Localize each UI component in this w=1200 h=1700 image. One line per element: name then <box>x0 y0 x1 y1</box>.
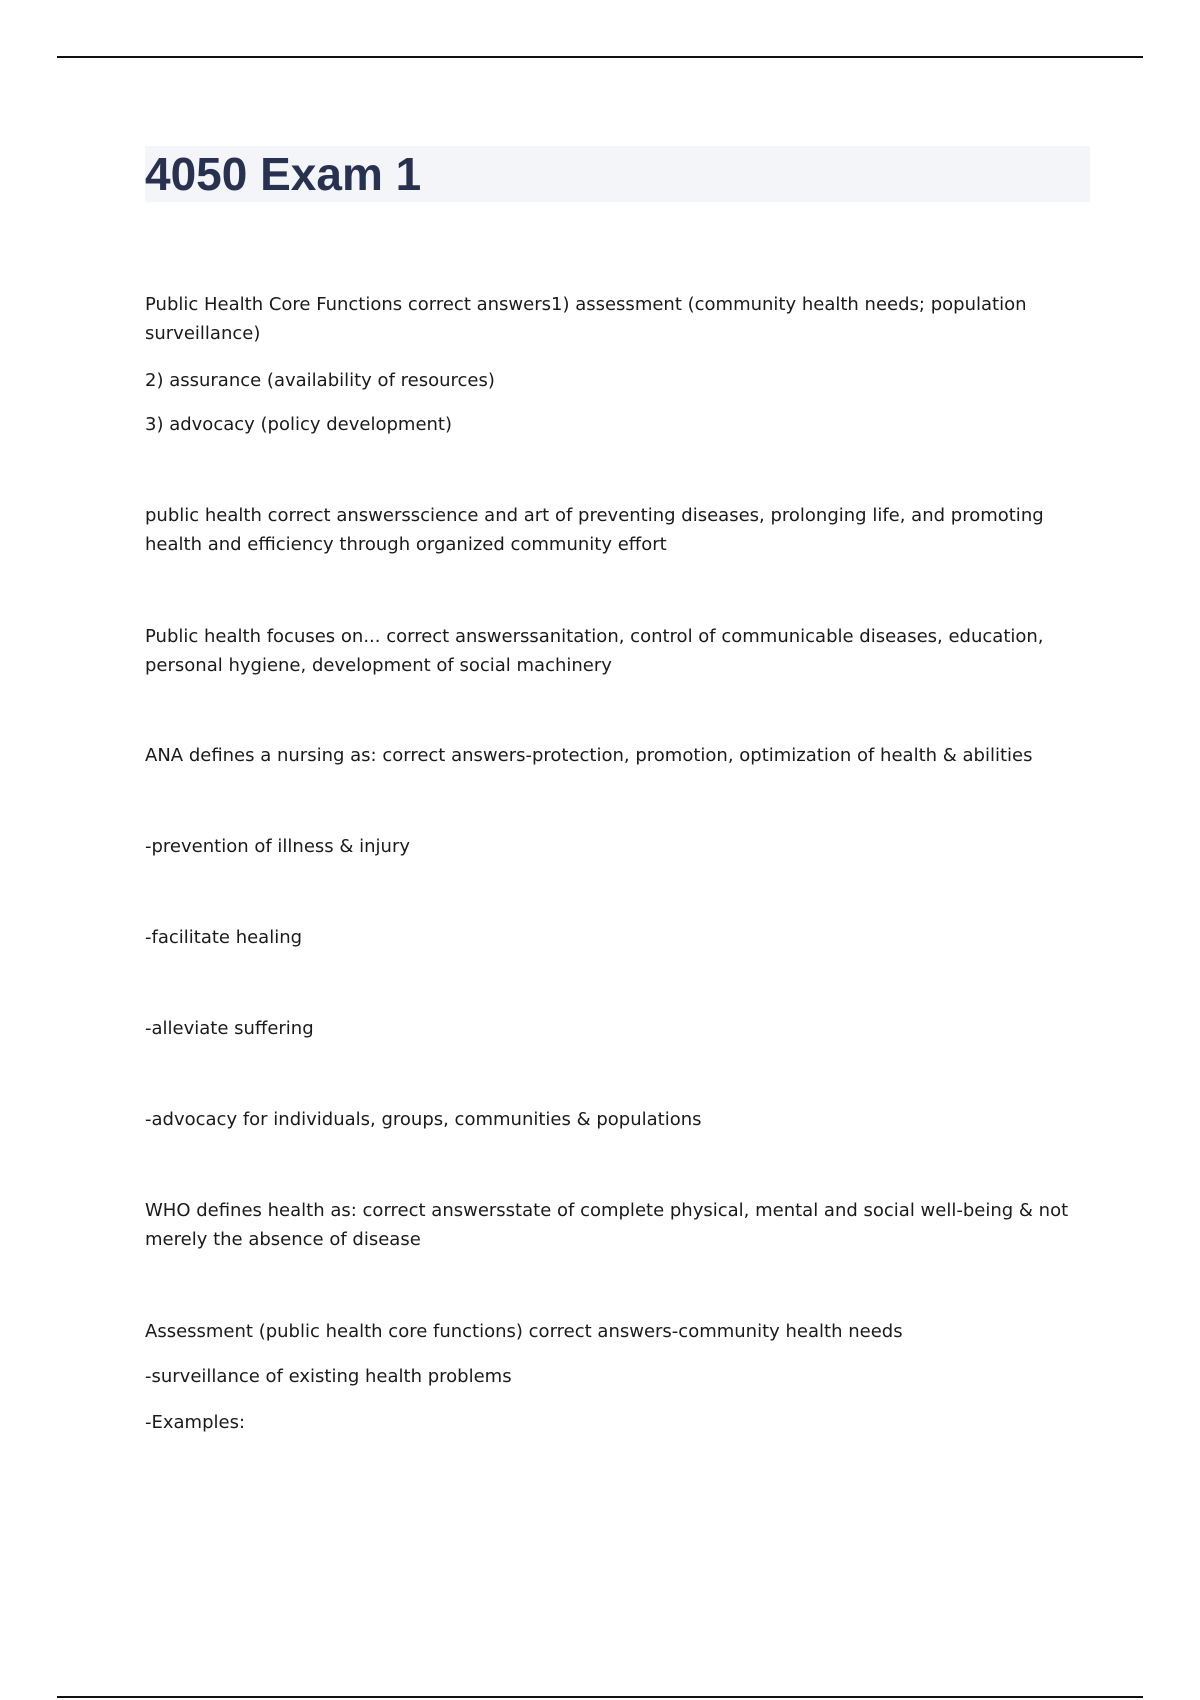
paragraph-public-health: public health correct answersscience and art of preventing diseases, prolonging life, and promoting health and efficiency through organized community effort <box>145 505 1044 555</box>
paragraph-examples: -Examples: <box>145 1412 246 1433</box>
paragraph-who-definition: WHO defines health as: correct answersstate of complete physical, mental and social well-being & not merely the absence of disease <box>145 1200 1069 1250</box>
paragraph-healing: -facilitate healing <box>145 927 303 948</box>
paragraph-assessment: Assessment (public health core functions) correct answers-community health needs <box>145 1321 903 1342</box>
top-rule <box>57 56 1143 58</box>
paragraph-advocacy-individuals: -advocacy for individuals, groups, communities & populations <box>145 1109 702 1130</box>
paragraph-advocacy: 3) advocacy (policy development) <box>145 414 453 435</box>
paragraph-prevention: -prevention of illness & injury <box>145 836 410 857</box>
paragraph-assurance: 2) assurance (availability of resources) <box>145 370 495 391</box>
paragraph-surveillance: -surveillance of existing health problems <box>145 1366 512 1387</box>
paragraph-focuses-on: Public health focuses on... correct answerssanitation, control of communicable diseases, education, personal hygiene, development of social machinery <box>145 626 1044 676</box>
paragraph-core-functions: Public Health Core Functions correct answers1) assessment (community health needs; population surveillance) <box>145 294 1027 344</box>
paragraph-suffering: -alleviate suffering <box>145 1018 314 1039</box>
document-title: 4050 Exam 1 <box>145 148 422 200</box>
paragraph-ana-definition: ANA defines a nursing as: correct answers-protection, promotion, optimization of health & abilities <box>145 745 1033 766</box>
bottom-rule <box>57 1696 1143 1698</box>
